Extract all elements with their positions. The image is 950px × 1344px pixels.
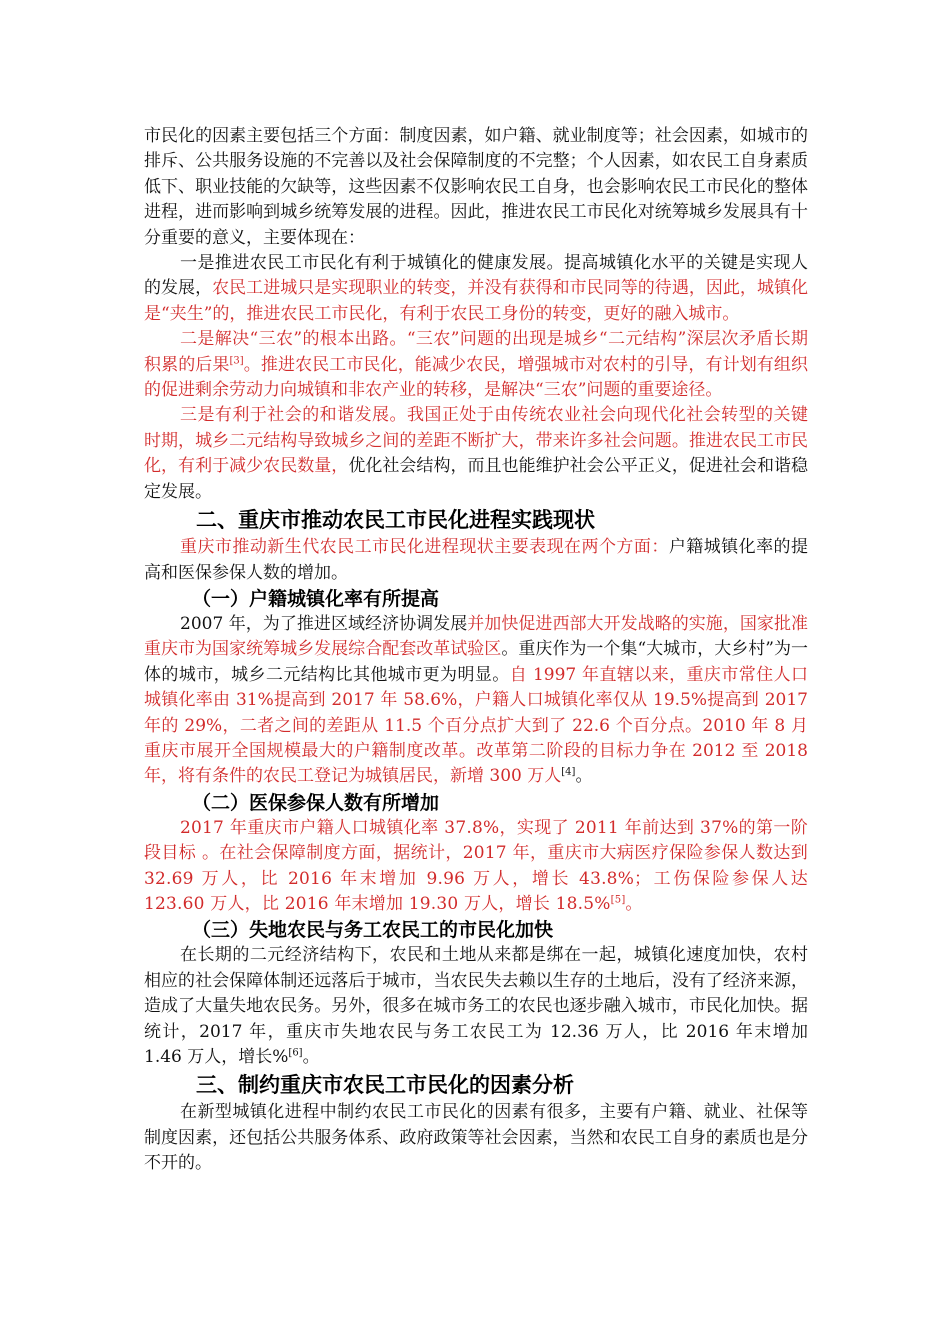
point-one-red-text: 农民工进城只是实现职业的转变，并没有获得和市民同等的待遇，因此，城镇化是“夹生”的，推进农民工市民化，有利于农民工身份的转变，更好的融入城市。	[144, 278, 809, 324]
reference-4: [4]	[561, 766, 576, 778]
household-text-black-1: 2007 年，为了推进区域经济协调发展	[180, 613, 468, 634]
paragraph-point-two	[144, 327, 808, 403]
reference-5: [5]	[610, 894, 626, 906]
section-3-intro-text: 在新型城镇化进程中制约农民工市民化的因素有很多，主要有户籍、就业、社保等制度因素，还包括公共服务体系、政府政策等社会因素，当然和农民工自身的素质也是分不开的。	[144, 1102, 808, 1174]
household-text-end: 。	[575, 766, 593, 787]
subsection-heading-1: （一）户籍城镇化率有所提高	[192, 587, 440, 610]
medical-insurance-red-text: 2017 年重庆市户籍人口城镇化率 37.8%，实现了 2011 年前达到 37%的第一阶段目标 。在社会保障制度方面，据统计，2017 年，重庆市大病医疗保险参保人数达到 32.69 万人，比 2016 年末增加 9.96 万人，增长 43.8%；工伤保险参保人达 123.60 万人，比 2016 年末增加 19.30 万人，增长 18.5%	[144, 817, 808, 914]
paragraph-intro	[144, 124, 808, 251]
paragraph-landless-farmers	[144, 943, 808, 1070]
section-heading-2: 二、重庆市推动农民工市民化进程实践现状	[196, 508, 595, 533]
point-three-black-text: 优化社会结构，而且也能维护社会公平正义，促进社会和谐稳定发展。	[144, 456, 809, 502]
point-two-red-text-2: 。推进农民工市民化，能减少农民，增强城市对农村的引导，有计划有组织的促进剩余劳动力向城镇和非农产业的转移，是解决“三农”问题的重要途径。	[144, 354, 809, 401]
subsection-heading-2: （二）医保参保人数有所增加	[192, 791, 440, 814]
reference-6: [6]	[288, 1047, 303, 1059]
household-text-black-2: 。重庆作为一个集“大城市，大乡村”为一体的城市，城乡二元结构比其他城市更为明显。	[144, 639, 808, 685]
landless-farmers-text: 在长期的二元经济结构下，农民和土地从来都是绑在一起，城镇化速度加快，农村相应的社会保障体制还远落后于城市，当农民失去赖以生存的土地后，没有了经济来源，造成了大量失地农民务。另外，很多在城市务工的农民也逐步融入城市，市民化加快。据统计，2017 年，重庆市失地农民与务工农民工为 12.36 万人，比 2016 年末增加 1.46 万人，增长%	[144, 945, 808, 1067]
paragraph-point-three	[144, 403, 808, 505]
paragraph-medical-insurance	[144, 816, 808, 918]
medical-insurance-end: 。	[625, 893, 643, 914]
document-body	[144, 124, 808, 1177]
reference-3: [3]	[229, 355, 244, 366]
household-text-red-1: 并加快促进西部大开发战略的实施，国家批准重庆市为国家统筹城乡发展综合配套改革试验区	[144, 613, 809, 660]
point-one-black-text: 一是推进农民工市民化有利于城镇化的健康发展。提高城镇化水平的关键是实现人的发展，	[144, 253, 808, 299]
household-text-red-2: 自 1997 年直辖以来，重庆市常住人口城镇化率由 31%提高到 2017 年 58.6%，户籍人口城镇化率仅从 19.5%提高到 2017 年的 29%，二者之间的差距从 11.5 个百分点扩大到了 22.6 个百分点。2010 年 8 月重庆市展开全国规模最大的户籍制度改革。改革第二阶段的目标力争在 2012 至 2018 年，将有条件的农民工登记为城镇居民，新增 300 万人	[144, 664, 809, 787]
paragraph-intro-text: 市民化的因素主要包括三个方面：制度因素，如户籍、就业制度等；社会因素，如城市的排斥、公共服务设施的不完善以及社会保障制度的不完整；个人因素，如农民工自身素质低下、职业技能的欠缺等，这些因素不仅影响农民工自身，也会影响农民工市民化的整体进程，进而影响到城乡统筹发展的进程。因此，推进农民工市民化对统筹城乡发展具有十分重要的意义，主要体现在：	[144, 126, 808, 248]
section-2-intro-red: 重庆市推动新生代农民工市民化进程现状主要表现在两个方面：	[180, 537, 669, 558]
section-2-intro-black: 户籍城镇化率的提高和医保参保人数的增加。	[144, 537, 809, 583]
paragraph-section-3-intro	[144, 1100, 808, 1176]
landless-farmers-end: 。	[302, 1047, 320, 1067]
paragraph-household-urbanization	[144, 612, 808, 790]
paragraph-point-one	[144, 251, 808, 327]
section-heading-3: 三、制约重庆市农民工市民化的因素分析	[196, 1073, 574, 1098]
point-two-red-text: 二是解决“三农”的根本出路。“三农”问题的出现是城乡“二元结构”深层次矛盾长期积累的后果	[144, 329, 808, 375]
subsection-heading-3: （三）失地农民与务工农民工的市民化加快	[192, 919, 554, 942]
paragraph-section-2-intro	[144, 535, 808, 586]
point-three-red-text: 三是有利于社会的和谐发展。我国正处于由传统农业社会向现代化社会转型的关键时期，城乡二元结构导致城乡之间的差距不断扩大，带来许多社会问题。推进农民工市民化，有利于减少农民数量，	[144, 405, 808, 477]
